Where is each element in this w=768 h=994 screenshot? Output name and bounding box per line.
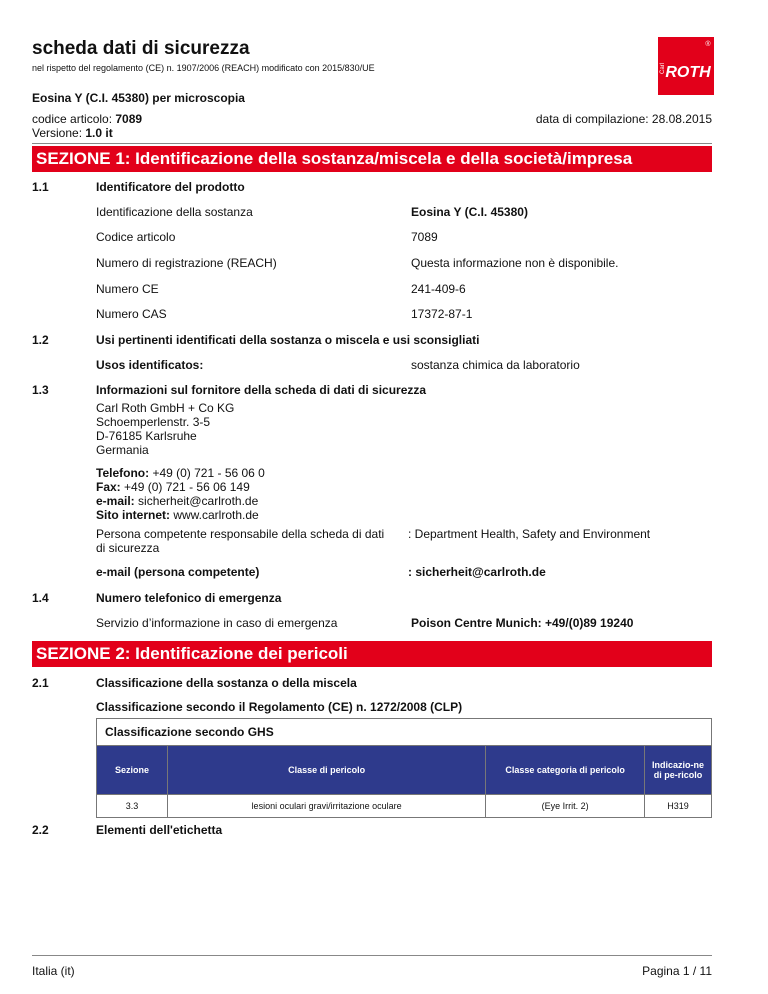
table-caption: Classificazione secondo GHS [97, 719, 712, 746]
competent-person-label-line: di sicurezza [96, 541, 160, 555]
version-value: 1.0 it [85, 126, 113, 140]
subsection-heading: Identificatore del prodotto [96, 180, 245, 194]
section-number: 2.1 [32, 676, 49, 690]
subsection-heading: Elementi dell'etichetta [96, 823, 223, 837]
table-cell: lesioni oculari gravi/irritazione oculare [167, 795, 485, 818]
logo-registered: ® [705, 41, 711, 48]
footer-country: Italia (it) [32, 964, 75, 978]
section-1-header: SEZIONE 1: Identificazione della sostanza/miscela e della società/impresa [32, 146, 712, 172]
section-number: 1.1 [32, 180, 49, 194]
document-meta [32, 112, 142, 140]
document-title: scheda dati di sicurezza [32, 38, 250, 59]
classification-regulation: Classificazione secondo il Regolamento (CE) n. 1272/2008 (CLP) [96, 700, 463, 714]
table-cell: H319 [645, 795, 712, 818]
website-link[interactable]: www.carlroth.de [170, 508, 259, 522]
field-label: Numero CAS [96, 307, 167, 321]
competent-email-label: e-mail (persona competente) [96, 565, 260, 579]
divider [32, 143, 712, 144]
compilation-date: data di compilazione: 28.08.2015 [535, 112, 712, 126]
subsection-heading: Numero telefonico di emergenza [96, 591, 282, 605]
field-label: Usos identificatos: [96, 358, 204, 372]
field-value: sostanza chimica da laboratorio [411, 358, 580, 372]
article-code-value: 7089 [115, 112, 143, 126]
address-line: Carl Roth GmbH + Co KG [96, 401, 235, 415]
email-label: e-mail: [96, 494, 135, 508]
field-label: Servizio d’informazione in caso di emergenza [96, 616, 338, 630]
table-row [97, 795, 712, 818]
section-number: 1.4 [32, 591, 49, 605]
field-value: 241-409-6 [411, 282, 466, 296]
phone-value: +49 (0) 721 - 56 06 0 [149, 466, 265, 480]
address-line: D-76185 Karlsruhe [96, 429, 197, 443]
email-link[interactable]: sicherheit@carlroth.de [134, 494, 259, 508]
field-label: Numero CE [96, 282, 159, 296]
column-header: Indicazio-ne di pe-ricolo [645, 746, 712, 795]
competent-person-label-line: Persona competente responsabile della scheda di dati [96, 527, 385, 541]
subsection-heading: Informazioni sul fornitore della scheda di dati di sicurezza [96, 383, 427, 397]
table-cell: 3.3 [97, 795, 168, 818]
field-label: Numero di registrazione (REACH) [96, 256, 277, 270]
phone-label: Telefono: [96, 466, 150, 480]
document-subtitle: nel rispetto del regolamento (CE) n. 1907/2006 (REACH) modificato con 2015/830/UE [32, 63, 375, 73]
field-value: 7089 [411, 230, 438, 244]
ghs-classification-table [96, 718, 712, 818]
product-name: Eosina Y (C.I. 45380) per microscopia [32, 91, 245, 105]
fax-label: Fax: [96, 480, 121, 494]
section-number: 1.2 [32, 333, 49, 347]
field-label: Identificazione della sostanza [96, 205, 253, 219]
column-header: Classe di pericolo [167, 746, 485, 795]
logo-small-text: Carl [660, 62, 666, 74]
field-value: Questa informazione non è disponibile. [411, 256, 619, 270]
supplier-contacts [96, 466, 265, 522]
fax-value: +49 (0) 721 - 56 06 149 [120, 480, 250, 494]
section-2-header: SEZIONE 2: Identificazione dei pericoli [32, 641, 712, 667]
logo-text: ROTH [665, 64, 711, 81]
website-label: Sito internet: [96, 508, 170, 522]
field-label: Codice articolo [96, 230, 176, 244]
supplier-address [96, 401, 234, 457]
section-number: 2.2 [32, 823, 49, 837]
competent-email-value[interactable]: : sicherheit@carlroth.de [408, 565, 546, 579]
field-value: Eosina Y (C.I. 45380) [411, 205, 528, 219]
subsection-heading: Usi pertinenti identificati della sostanza o miscela e usi sconsigliati [96, 333, 480, 347]
address-line: Germania [96, 443, 149, 457]
competent-person-value: : Department Health, Safety and Environment [408, 527, 651, 541]
field-value: 17372-87-1 [411, 307, 473, 321]
address-line: Schoemperlenstr. 3-5 [96, 415, 211, 429]
column-header: Sezione [97, 746, 168, 795]
competent-person-label [96, 527, 384, 555]
table-cell: (Eye Irrit. 2) [486, 795, 645, 818]
emergency-phone: Poison Centre Munich: +49/(0)89 19240 [411, 616, 634, 630]
version-label: Versione: [32, 126, 86, 140]
page-number: Pagina 1 / 11 [642, 964, 712, 978]
footer-divider [32, 955, 712, 956]
subsection-heading: Classificazione della sostanza o della miscela [96, 676, 357, 690]
column-header: Classe categoria di pericolo [486, 746, 645, 795]
roth-logo [658, 37, 714, 95]
section-number: 1.3 [32, 383, 49, 397]
article-code-label: codice articolo: [32, 112, 116, 126]
